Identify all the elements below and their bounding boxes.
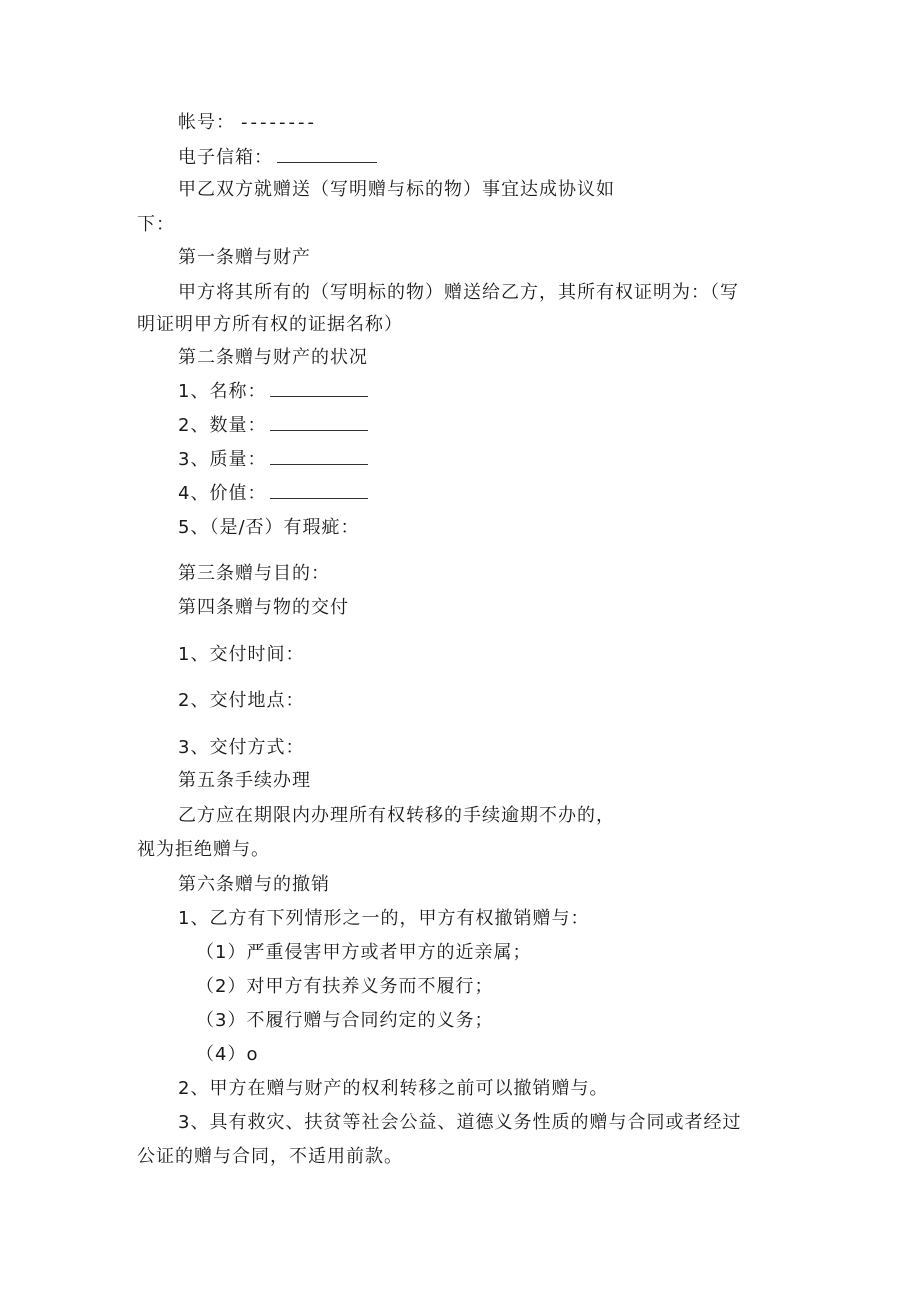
article-1-body-2: 明证明甲方所有权的证据名称） — [137, 314, 403, 335]
item-quantity-line — [178, 414, 368, 438]
article-6-sub-3: （3）不履行赠与合同约定的义务； — [196, 1010, 494, 1031]
delivery-place: 2、交付地点： — [178, 690, 305, 711]
item-name-line — [178, 380, 368, 404]
article-6-sub-4: （4）o — [196, 1044, 259, 1065]
item-defect-line: 5、（是/否）有瑕疵： — [178, 517, 360, 538]
article-6-clause-3-line-1: 3、具有救灾、扶贫等社会公益、道德义务性质的赠与合同或者经过 — [178, 1112, 742, 1133]
item-value-line — [178, 482, 368, 506]
article-3-title: 第三条赠与目的： — [178, 563, 330, 584]
article-6-clause-2: 2、甲方在赠与财产的权利转移之前可以撤销赠与。 — [178, 1078, 609, 1099]
item-name-label: 1、名称： — [178, 381, 267, 402]
article-6-title: 第六条赠与的撤销 — [178, 874, 330, 895]
article-2-title: 第二条赠与财产的状况 — [178, 347, 368, 368]
article-5-body-2: 视为拒绝赠与。 — [137, 839, 270, 860]
article-6-sub-1: （1）严重侵害甲方或者甲方的近亲属； — [196, 942, 532, 963]
email-label: 电子信箱： — [178, 147, 273, 168]
item-quantity-label: 2、数量： — [178, 415, 267, 436]
delivery-time: 1、交付时间： — [178, 644, 305, 665]
email-line — [178, 146, 377, 170]
article-4-title: 第四条赠与物的交付 — [178, 597, 349, 618]
item-name-blank — [270, 380, 368, 397]
article-5-title: 第五条手续办理 — [178, 770, 311, 791]
account-line — [178, 111, 317, 135]
item-quality-label: 3、质量： — [178, 449, 267, 470]
intro-line-1: 甲乙双方就赠送（写明赠与标的物）事宜达成协议如 — [178, 179, 615, 200]
article-1-body-1: 甲方将其所有的（写明标的物）赠送给乙方，其所有权证明为：（写 — [178, 282, 739, 303]
article-5-body-1: 乙方应在期限内办理所有权转移的手续逾期不办的， — [178, 805, 615, 826]
article-6-sub-2: （2）对甲方有扶养义务而不履行； — [196, 976, 494, 997]
intro-line-2: 下： — [137, 214, 175, 235]
item-value-blank — [270, 482, 368, 499]
item-quantity-blank — [270, 414, 368, 431]
item-quality-line — [178, 448, 368, 472]
account-label: 帐号： — [178, 112, 235, 133]
delivery-method: 3、交付方式： — [178, 737, 305, 758]
article-6-clause-3-line-2: 公证的赠与合同，不适用前款。 — [137, 1146, 403, 1167]
article-1-title: 第一条赠与财产 — [178, 247, 311, 268]
item-value-label: 4、价值： — [178, 483, 267, 504]
article-6-clause-1: 1、乙方有下列情形之一的，甲方有权撤销赠与： — [178, 908, 590, 929]
account-value: -------- — [241, 112, 317, 133]
email-blank — [277, 146, 377, 163]
item-quality-blank — [270, 448, 368, 465]
